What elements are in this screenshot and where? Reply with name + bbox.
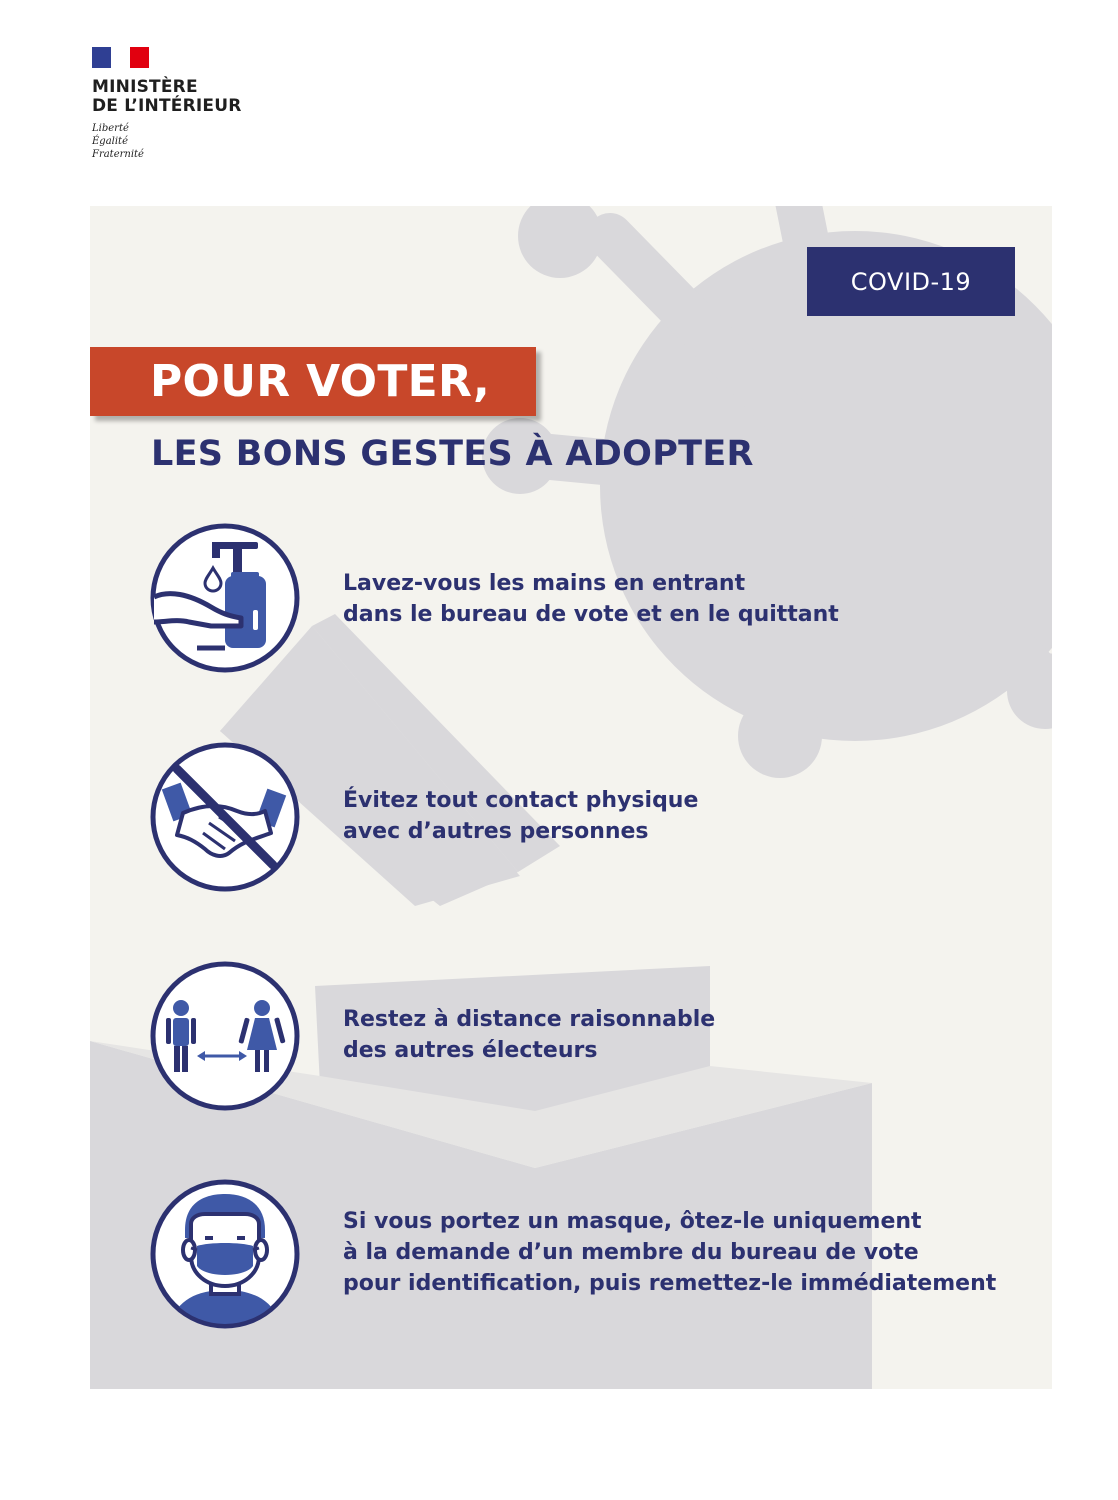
gesture-item-handwashing	[149, 522, 1029, 676]
poster-subtitle: LES BONS GESTES À ADOPTER	[151, 434, 754, 474]
title-box	[90, 347, 536, 416]
covid-badge: COVID-19	[807, 247, 1015, 316]
gesture-line: avec d’autres personnes	[343, 819, 649, 844]
french-flag-icon	[92, 47, 149, 68]
gesture-item-no-contact	[149, 741, 1029, 895]
poster-title: POUR VOTER,	[150, 356, 491, 407]
gesture-item-distance	[149, 960, 1029, 1114]
motto	[92, 122, 292, 161]
gesture-line: Lavez-vous les mains en entrant	[343, 571, 746, 596]
motto-liberte: Liberté	[92, 123, 129, 134]
gesture-text-mask	[343, 1206, 996, 1299]
gesture-text-distance	[343, 1004, 715, 1066]
gesture-line: Évitez tout contact physique	[343, 788, 699, 813]
gesture-line: pour identification, puis remettez-le immédiatement	[343, 1271, 997, 1296]
gesture-text-handwashing	[343, 568, 839, 630]
gesture-text-no-contact	[343, 785, 698, 847]
motto-fraternite: Fraternité	[92, 149, 144, 160]
face-mask-icon	[149, 1178, 301, 1330]
no-handshake-icon	[149, 741, 301, 893]
ministry-line-2: DE L’INTÉRIEUR	[92, 96, 242, 116]
gesture-line: Si vous portez un masque, ôtez-le uniquement	[343, 1209, 922, 1234]
gesture-line: des autres électeurs	[343, 1038, 598, 1063]
social-distance-icon	[149, 960, 301, 1112]
poster	[90, 206, 1052, 1389]
gesture-item-mask	[149, 1178, 1029, 1332]
hand-sanitizer-icon	[149, 522, 301, 674]
motto-egalite: Égalité	[92, 136, 128, 147]
ministry-name	[92, 78, 292, 116]
gesture-line: Restez à distance raisonnable	[343, 1007, 716, 1032]
gesture-line: dans le bureau de vote et en le quittant	[343, 602, 839, 627]
ministry-line-1: MINISTÈRE	[92, 77, 198, 97]
gesture-line: à la demande d’un membre du bureau de vote	[343, 1240, 919, 1265]
ministry-logo	[92, 47, 292, 161]
